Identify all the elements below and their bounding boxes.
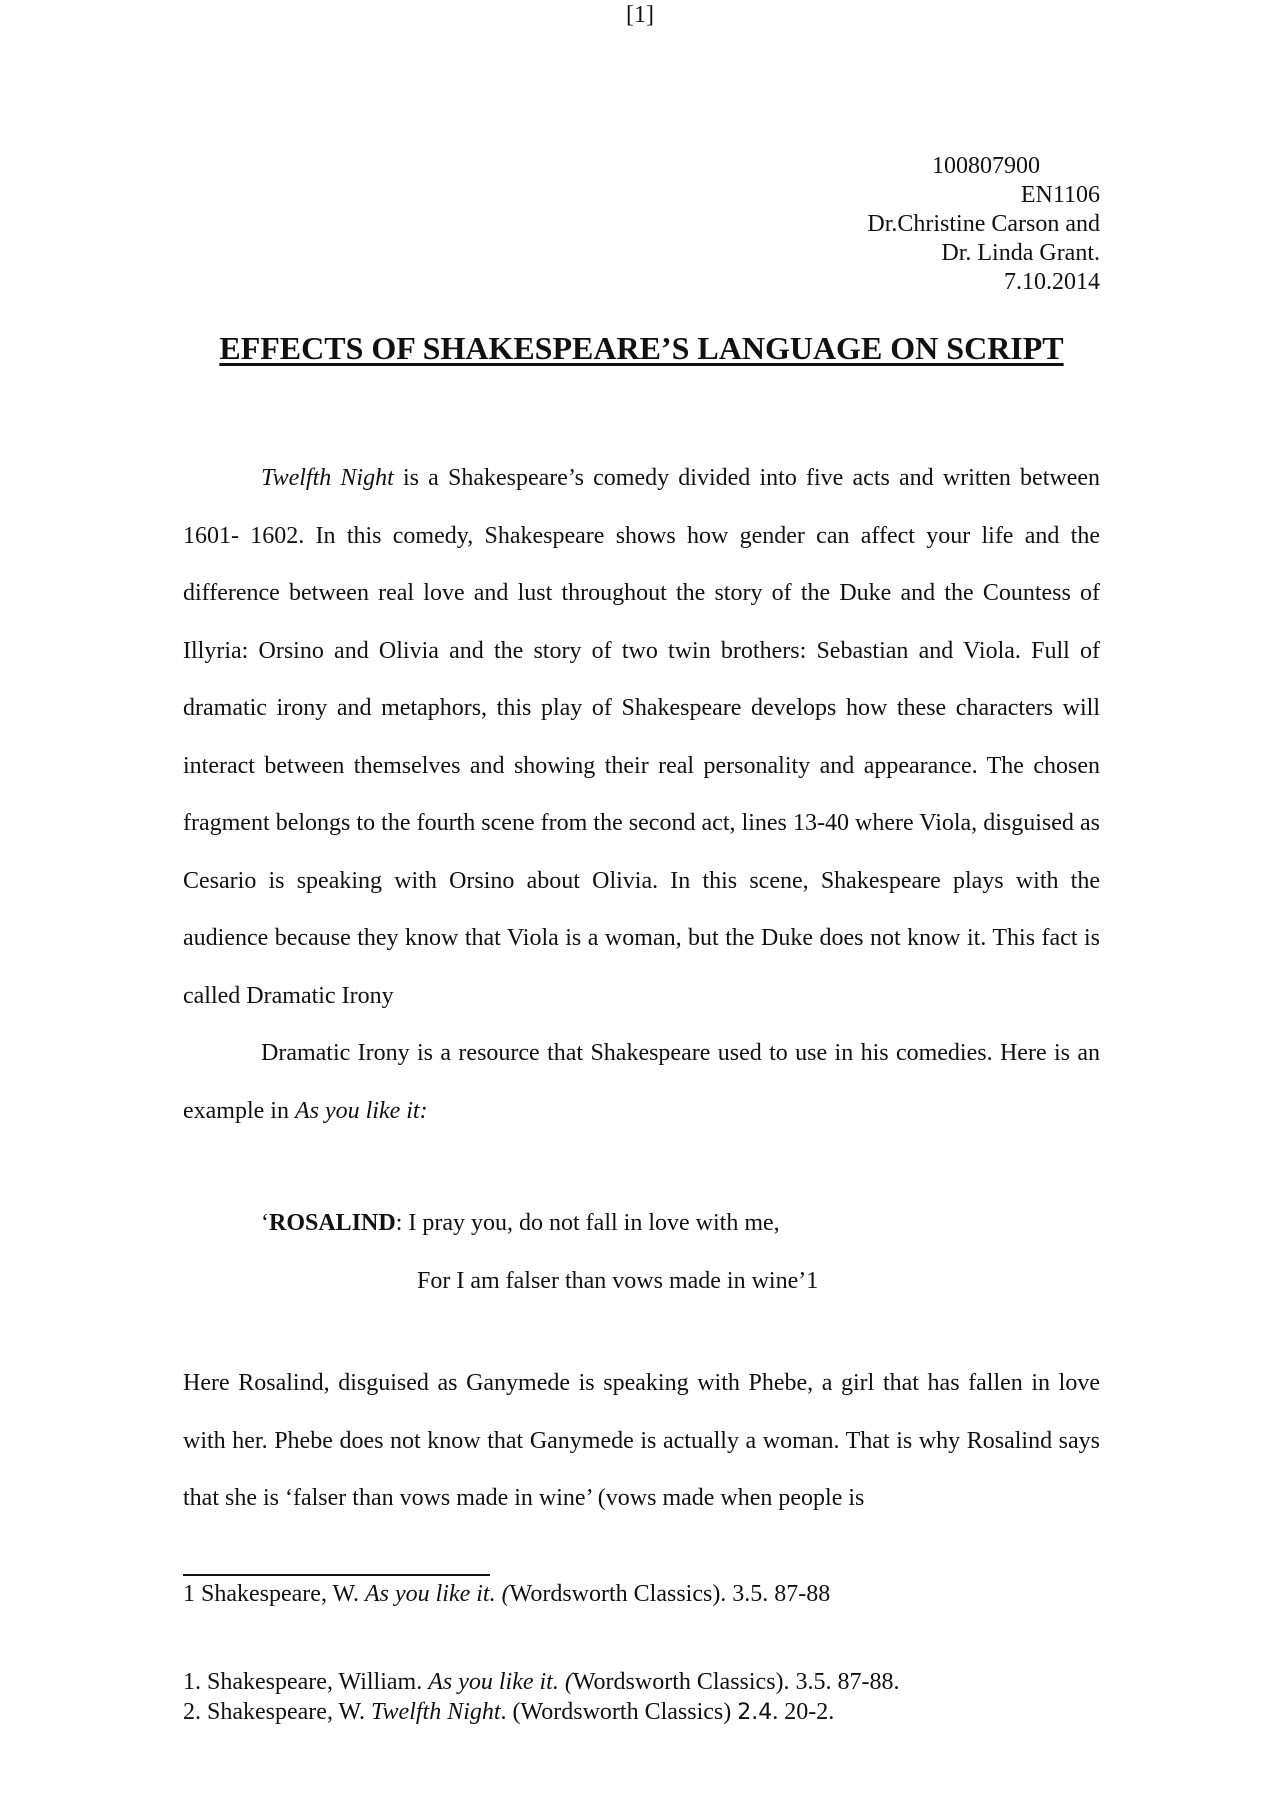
quote-line-1-text: : I pray you, do not fall in love with me, — [395, 1210, 780, 1236]
course-code: EN1106 — [1020, 182, 1100, 208]
date: 7.10.2014 — [1004, 269, 1100, 295]
paragraph-dramatic-irony-text: Dramatic Irony is a resource that Shakespeare used to use in his comedies. Here is an example in — [183, 1040, 1100, 1124]
paragraph-dramatic-irony — [183, 1025, 1100, 1140]
footnote-prefix: 1 Shakespeare, W. — [183, 1581, 365, 1607]
body-section-2 — [183, 1355, 1100, 1528]
reference-2-work-title: Twelfth Night — [370, 1699, 501, 1725]
work-title-as-you-like-it: As you like it: — [294, 1097, 428, 1124]
quote-line-2: For I am falser than vows made in wine’1 — [417, 1268, 819, 1294]
reference-2-suffix: . 20-2. — [772, 1699, 835, 1725]
reference-1-work-title: As you like it. ( — [428, 1669, 573, 1695]
paragraph-intro-text: is a Shakespeare’s comedy divided into five acts and written between 1601- 1602. In this comedy, Shakespeare shows how gender can affect your life and the difference between real love and lust throughout the story of the Duke and the Countess of Illyria: Orsino and Olivia and the story of two twin brothers: Sebastian and Viola. Full of dramatic irony and metaphors, this play of Shakespeare develops how these characters will interact between themselves and showing their real personality and appearance. The chosen fragment belongs to the fourth scene from the second act, lines 13-40 where Viola, disguised as Cesario is speaking with Orsino about Olivia. In this scene, Shakespeare plays with the audience because they know that Viola is a woman, but the Duke does not know it. This fact is called Dramatic Irony — [183, 465, 1100, 1009]
reference-2-mid: . (Wordsworth Classics) — [500, 1699, 738, 1725]
paragraph-rosalind: Here Rosalind, disguised as Ganymede is speaking with Phebe, a girl that has fallen in love with her. Phebe does not know that Ganymede is actually a woman. That is why Rosalind says that she is ‘falser than vows made in wine’ (vows made when people is — [183, 1370, 1100, 1511]
reference-2-prefix: 2. Shakespeare, W. — [183, 1699, 371, 1725]
reference-1 — [183, 1669, 900, 1696]
quote-speaker: ROSALIND — [269, 1210, 396, 1236]
reference-1-prefix: 1. Shakespeare, William. — [183, 1669, 429, 1695]
footnote-1 — [183, 1581, 830, 1608]
reference-2-act-scene: 2.4 — [737, 1700, 773, 1725]
footnote-divider — [183, 1574, 490, 1576]
body-section-1 — [183, 450, 1100, 1140]
quote-open-mark: ‘ — [261, 1210, 269, 1236]
footnote-suffix: Wordsworth Classics). 3.5. 87-88 — [509, 1581, 831, 1607]
work-title-twelfth-night: Twelfth Night — [261, 465, 394, 491]
paragraph-intro — [183, 450, 1100, 1025]
lecturer-line-1: Dr.Christine Carson and — [867, 211, 1100, 237]
reference-2 — [183, 1699, 834, 1726]
quote-line-1 — [261, 1210, 780, 1237]
footnote-work-title: As you like it. ( — [364, 1581, 510, 1607]
page-number: [1] — [626, 2, 654, 28]
lecturer-line-2: Dr. Linda Grant. — [941, 240, 1100, 266]
student-id: 100807900 — [932, 153, 1040, 179]
page-title: EFFECTS OF SHAKESPEARE’S LANGUAGE ON SCRIPT — [219, 330, 1064, 366]
header-block — [183, 152, 1100, 297]
reference-1-suffix: Wordsworth Classics). 3.5. 87-88. — [572, 1669, 900, 1695]
